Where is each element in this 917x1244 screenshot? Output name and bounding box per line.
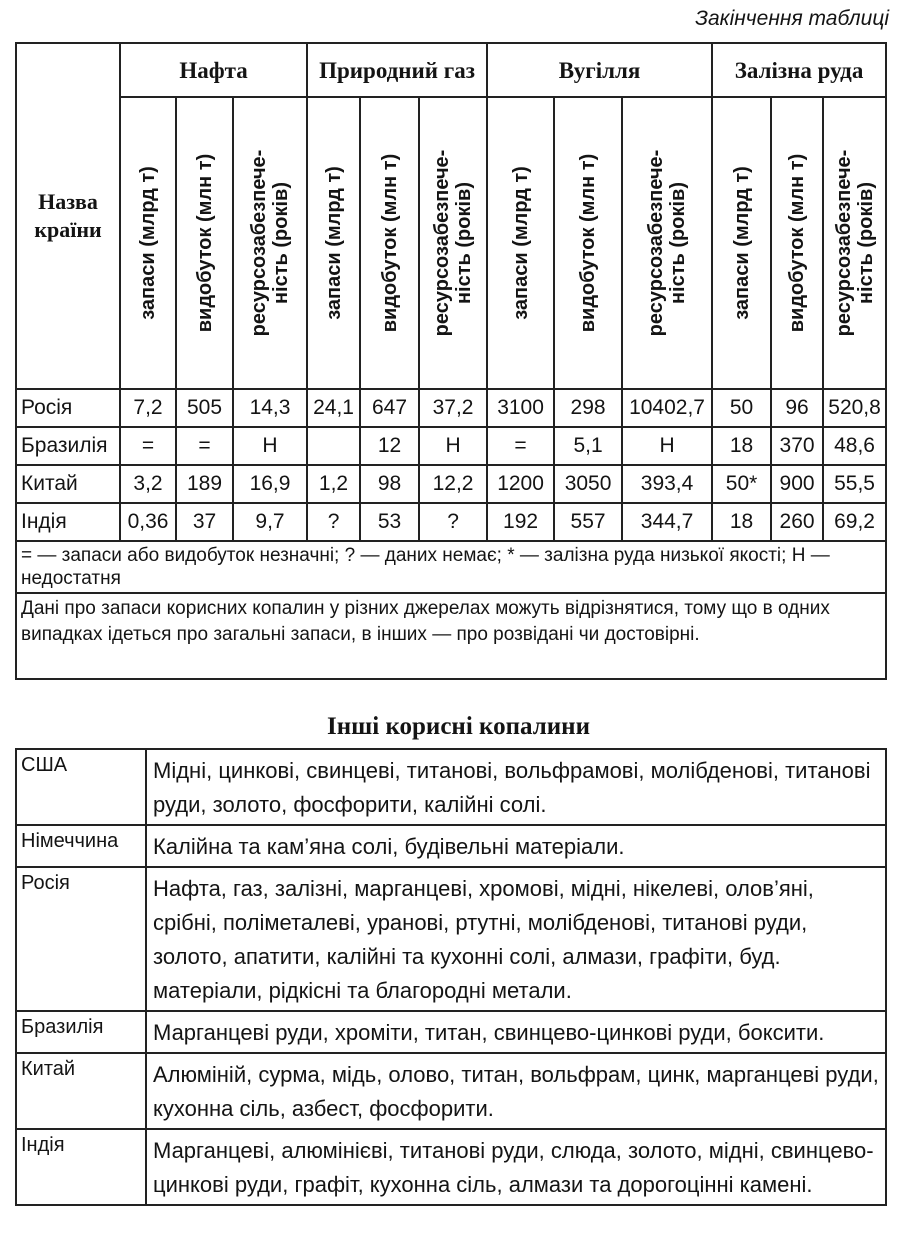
country-cell: Німеччина — [16, 825, 146, 867]
value-cell: 98 — [360, 465, 419, 503]
table-row — [16, 465, 886, 503]
country-cell: Індія — [16, 1129, 146, 1205]
sufficiency-label-line1: ресурсозабезпече- — [832, 149, 855, 337]
gas-group-header: Природний газ — [307, 43, 487, 97]
sufficiency-label-line2: ність (років) — [270, 181, 293, 305]
sufficiency-label — [248, 150, 292, 337]
other-minerals-table — [15, 748, 887, 1206]
other-minerals-title: Інші корисні копалини — [327, 713, 590, 740]
iron-ore-sufficiency-header — [823, 97, 886, 389]
value-cell: 260 — [771, 503, 823, 541]
list-item — [16, 1011, 886, 1053]
value-cell: 1,2 — [307, 465, 360, 503]
country-cell: Бразилія — [16, 1011, 146, 1053]
gas-sufficiency-header — [419, 97, 487, 389]
country-column-header: Назва країни — [16, 43, 120, 389]
sufficiency-label-line2: ність (років) — [667, 181, 690, 305]
value-cell: 24,1 — [307, 389, 360, 427]
production-label: видобуток (млн т) — [577, 153, 600, 333]
value-cell: 192 — [487, 503, 554, 541]
value-cell: 10402,7 — [622, 389, 712, 427]
country-cell: Китай — [16, 1053, 146, 1129]
value-cell: 647 — [360, 389, 419, 427]
group-header-row — [16, 43, 886, 97]
minerals-table — [15, 42, 887, 680]
value-cell: 69,2 — [823, 503, 886, 541]
value-cell: 55,5 — [823, 465, 886, 503]
value-cell: 557 — [554, 503, 622, 541]
coal-group-header: Вугілля — [487, 43, 712, 97]
value-cell: 50* — [712, 465, 771, 503]
value-cell: 0,36 — [120, 503, 176, 541]
value-cell: 18 — [712, 503, 771, 541]
value-cell: Н — [419, 427, 487, 465]
sufficiency-label — [431, 150, 475, 337]
value-cell: 370 — [771, 427, 823, 465]
reserves-label: запаси (млрд т) — [730, 166, 753, 320]
sufficiency-label-line2: ність (років) — [854, 181, 877, 305]
coal-production-header — [554, 97, 622, 389]
value-cell: ? — [419, 503, 487, 541]
production-label: видобуток (млн т) — [378, 153, 401, 333]
iron-ore-production-header — [771, 97, 823, 389]
value-cell: 96 — [771, 389, 823, 427]
value-cell: 48,6 — [823, 427, 886, 465]
sufficiency-label-line2: ність (років) — [453, 181, 476, 305]
production-label: видобуток (млн т) — [786, 153, 809, 333]
oil-sufficiency-header — [233, 97, 307, 389]
oil-reserves-header — [120, 97, 176, 389]
table-continuation-caption: Закінчення таблиці — [695, 7, 889, 30]
value-cell: 5,1 — [554, 427, 622, 465]
minerals-cell: Марганцеві руди, хроміти, титан, свинцево-цинкові руди, боксити. — [146, 1011, 886, 1053]
legend-text: = — запаси або видобуток незначні; ? — даних немає; * — залізна руда низької якості; Н — недостатня — [16, 541, 886, 593]
value-cell: 344,7 — [622, 503, 712, 541]
value-cell: 18 — [712, 427, 771, 465]
list-item — [16, 749, 886, 825]
value-cell: 12,2 — [419, 465, 487, 503]
table-row — [16, 389, 886, 427]
value-cell: Н — [233, 427, 307, 465]
minerals-cell: Мідні, цинкові, свинцеві, титанові, вольфрамові, молібденові, титанові руди, золото, фосфорити, калійні солі. — [146, 749, 886, 825]
value-cell — [307, 427, 360, 465]
value-cell: 37,2 — [419, 389, 487, 427]
list-item — [16, 825, 886, 867]
value-cell: Н — [622, 427, 712, 465]
value-cell: 50 — [712, 389, 771, 427]
value-cell: 9,7 — [233, 503, 307, 541]
legend-row — [16, 541, 886, 593]
note-row — [16, 593, 886, 679]
gas-production-header — [360, 97, 419, 389]
minerals-cell: Калійна та кам’яна солі, будівельні матеріали. — [146, 825, 886, 867]
iron-ore-reserves-header — [712, 97, 771, 389]
reserves-label: запаси (млрд т) — [137, 166, 159, 320]
value-cell: 298 — [554, 389, 622, 427]
value-cell: ? — [307, 503, 360, 541]
reserves-label: запаси (млрд т) — [509, 166, 532, 320]
value-cell: 14,3 — [233, 389, 307, 427]
value-cell: 3,2 — [120, 465, 176, 503]
country-cell: Росія — [16, 389, 120, 427]
minerals-cell: Нафта, газ, залізні, марганцеві, хромові, мідні, нікелеві, олов’яні, срібні, поліметалеві, уранові, ртутні, молібденові, титанові руди, золото, апатити, калійні та кухонні солі, алмази, графіти, буд. матеріали, рідкісні та благородні метали. — [146, 867, 886, 1011]
oil-group-header: Нафта — [120, 43, 307, 97]
table-row — [16, 503, 886, 541]
sufficiency-label — [645, 150, 689, 337]
list-item — [16, 867, 886, 1011]
value-cell: 900 — [771, 465, 823, 503]
value-cell: 3050 — [554, 465, 622, 503]
value-cell: 16,9 — [233, 465, 307, 503]
value-cell: 189 — [176, 465, 233, 503]
value-cell: 505 — [176, 389, 233, 427]
minerals-cell: Алюміній, сурма, мідь, олово, титан, вольфрам, цинк, марганцеві руди, кухонна сіль, азбест, фосфорити. — [146, 1053, 886, 1129]
list-item — [16, 1129, 886, 1205]
sufficiency-label-line1: ресурсозабезпече- — [645, 149, 668, 337]
note-text: Дані про запаси корисних копалин у різних джерелах можуть відрізнятися, тому що в одних випадках ідеться про загальні запаси, в інших — про розвідані чи достовірні. — [16, 593, 886, 679]
iron-ore-group-header: Залізна руда — [712, 43, 886, 97]
sufficiency-label — [833, 150, 877, 337]
reserves-label: запаси (млрд т) — [322, 166, 345, 320]
value-cell: 7,2 — [120, 389, 176, 427]
oil-production-header — [176, 97, 233, 389]
value-cell: 37 — [176, 503, 233, 541]
list-item — [16, 1053, 886, 1129]
table-row — [16, 427, 886, 465]
value-cell: 1200 — [487, 465, 554, 503]
value-cell: 53 — [360, 503, 419, 541]
sufficiency-label-line1: ресурсозабезпече- — [431, 149, 454, 337]
country-cell: США — [16, 749, 146, 825]
country-cell: Росія — [16, 867, 146, 1011]
minerals-cell: Марганцеві, алюмінієві, титанові руди, слюда, золото, мідні, свинцево-цинкові руди, графіт, кухонна сіль, алмази та дорогоцінні камені. — [146, 1129, 886, 1205]
coal-sufficiency-header — [622, 97, 712, 389]
value-cell: = — [120, 427, 176, 465]
value-cell: 520,8 — [823, 389, 886, 427]
coal-reserves-header — [487, 97, 554, 389]
value-cell: = — [176, 427, 233, 465]
country-cell: Бразилія — [16, 427, 120, 465]
country-cell: Індія — [16, 503, 120, 541]
country-cell: Китай — [16, 465, 120, 503]
value-cell: 3100 — [487, 389, 554, 427]
value-cell: = — [487, 427, 554, 465]
subheader-row — [16, 97, 886, 389]
value-cell: 393,4 — [622, 465, 712, 503]
production-label: видобуток (млн т) — [193, 153, 216, 333]
value-cell: 12 — [360, 427, 419, 465]
gas-reserves-header — [307, 97, 360, 389]
sufficiency-label-line1: ресурсозабезпече- — [248, 149, 271, 337]
